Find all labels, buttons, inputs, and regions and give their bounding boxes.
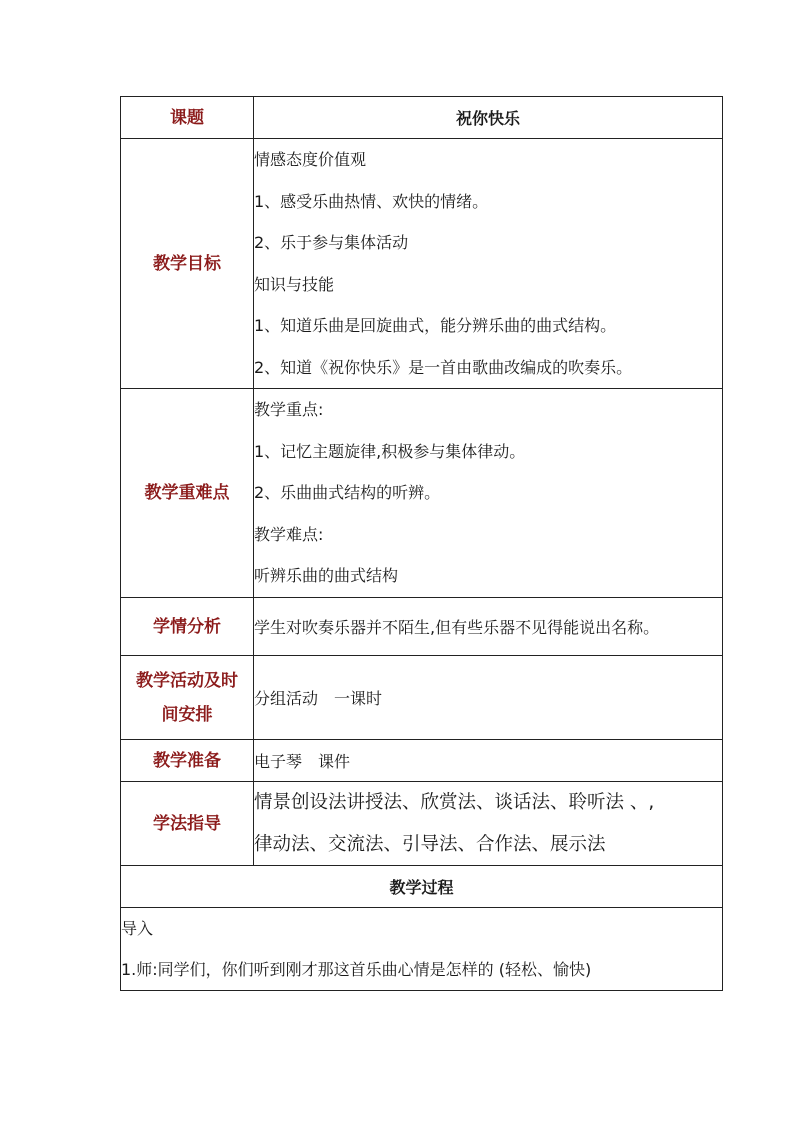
activity-label-line: 间安排 [161,704,213,725]
lesson-title: 祝你快乐 [254,97,723,139]
topic-row [121,97,723,139]
key-points-label: 教学重难点 [121,389,254,598]
process-title: 教学过程 [121,866,723,908]
objectives-row [121,139,723,389]
key-points-line: 1、记忆主题旋律,积极参与集体律动。 [254,441,526,461]
process-line: 导入 [121,919,154,938]
lesson-plan-table [120,96,723,991]
activity-row [121,656,723,740]
objectives-content [254,139,723,389]
key-points-line: 2、乐曲曲式结构的听辨。 [254,483,441,503]
process-line: 1.师:同学们，你们听到刚才那这首乐曲心情是怎样的 (轻松、愉快) [121,960,592,979]
key-points-line: 教学难点: [254,524,324,544]
key-points-row [121,389,723,598]
preparation-label: 教学准备 [121,740,254,782]
objectives-line: 2、乐于参与集体活动 [254,233,409,252]
methods-label: 学法指导 [121,782,254,866]
objectives-line: 2、知道《祝你快乐》是一首由歌曲改编成的吹奏乐。 [254,357,633,377]
methods-line: 情景创设法讲授法、欣赏法、谈话法、聆听法 、, [254,792,655,813]
activity-text: 分组活动 一课时 [254,656,723,740]
activity-label [121,656,254,740]
key-points-line: 教学重点: [254,400,324,420]
objectives-label: 教学目标 [121,139,254,389]
analysis-text: 学生对吹奏乐器并不陌生,但有些乐器不见得能说出名称。 [254,598,723,656]
activity-label-line: 教学活动及时 [136,670,238,691]
objectives-line: 1、知道乐曲是回旋曲式，能分辨乐曲的曲式结构。 [254,316,617,335]
process-row [121,908,723,991]
key-points-line: 听辨乐曲的曲式结构 [254,566,399,586]
process-title-row [121,866,723,908]
analysis-label: 学情分析 [121,598,254,656]
topic-label: 课题 [121,97,254,139]
methods-content [254,782,723,866]
preparation-row [121,740,723,782]
process-content [121,908,723,991]
objectives-line: 知识与技能 [254,274,335,294]
objectives-line: 情感态度价值观 [254,150,367,169]
methods-row [121,782,723,866]
analysis-row [121,598,723,656]
objectives-line: 1、感受乐曲热情、欢快的情绪。 [254,191,489,211]
key-points-content [254,389,723,598]
preparation-text: 电子琴 课件 [254,740,723,782]
methods-line: 律动法、交流法、引导法、合作法、展示法 [254,833,606,855]
